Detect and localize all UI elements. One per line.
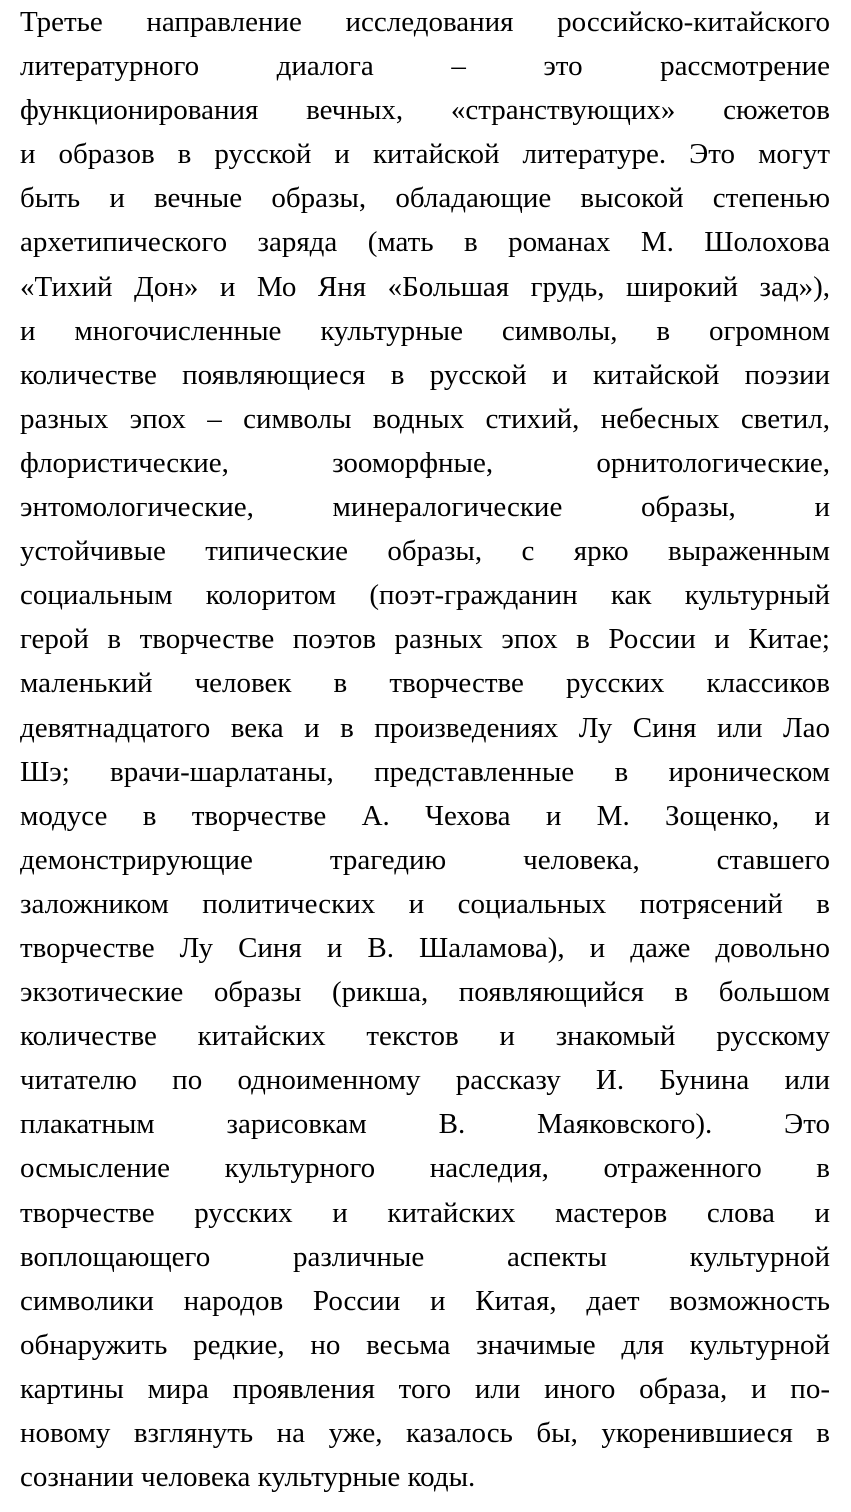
text-line: герой в творчестве поэтов разных эпох в России и Китае; <box>20 623 830 656</box>
text-line: модусе в творчестве А. Чехова и М. Зощенко, и <box>20 799 830 832</box>
text-line: творчестве русских и китайских мастеров слова и <box>20 1196 830 1229</box>
text-line: количестве появляющиеся в русской и китайской поэзии <box>20 358 830 391</box>
text-line: функционирования вечных, «странствующих» сюжетов <box>20 94 830 127</box>
text-line: Третье направление исследования российско-китайского <box>20 6 830 38</box>
text-line: творчестве Лу Синя и В. Шаламова), и даже довольно <box>20 931 830 964</box>
text-line: литературного диалога – это рассмотрение <box>20 50 830 83</box>
text-line: социальным колоритом (поэт-гражданин как культурный <box>20 579 830 612</box>
text-line: флористические, зооморфные, орнитологические, <box>20 446 830 479</box>
text-line: картины мира проявления того или иного образа, и по- <box>20 1372 830 1405</box>
text-line: количестве китайских текстов и знакомый русскому <box>20 1020 830 1053</box>
text-line: «Тихий Дон» и Мо Яня «Большая грудь, широкий зад»), <box>20 270 830 303</box>
text-line: сознании человека культурные коды. <box>20 1461 476 1494</box>
text-line: демонстрирующие трагедию человека, ставшего <box>20 843 830 876</box>
text-line: энтомологические, минералогические образы, и <box>20 491 830 524</box>
text-line: читателю по одноименному рассказу И. Бунина или <box>20 1064 830 1097</box>
paragraph <box>20 0 830 1499</box>
text-line: устойчивые типические образы, с ярко выраженным <box>20 535 830 568</box>
text-line: обнаружить редкие, но весьма значимые для культурной <box>20 1328 830 1361</box>
text-line: и многочисленные культурные символы, в огромном <box>20 314 830 347</box>
text-line: маленький человек в творчестве русских классиков <box>20 667 830 700</box>
text-line: быть и вечные образы, обладающие высокой степенью <box>20 182 830 215</box>
text-line: символики народов России и Китая, дает возможность <box>20 1284 830 1317</box>
text-line: разных эпох – символы водных стихий, небесных светил, <box>20 402 830 435</box>
text-line: Шэ; врачи-шарлатаны, представленные в ироническом <box>20 755 830 788</box>
text-line: девятнадцатого века и в произведениях Лу Синя или Лао <box>20 711 830 744</box>
text-line: заложником политических и социальных потрясений в <box>20 887 830 920</box>
text-line: архетипического заряда (мать в романах М. Шолохова <box>20 226 830 259</box>
text-line: плакатным зарисовкам В. Маяковского). Это <box>20 1108 830 1141</box>
text-line: воплощающего различные аспекты культурной <box>20 1240 830 1273</box>
text-line: новому взглянуть на уже, казалось бы, укоренившиеся в <box>20 1417 830 1449</box>
text-line: экзотические образы (рикша, появляющийся в большом <box>20 976 830 1009</box>
text-line: и образов в русской и китайской литературе. Это могут <box>20 138 830 171</box>
text-line: осмысление культурного наследия, отраженного в <box>20 1152 830 1185</box>
